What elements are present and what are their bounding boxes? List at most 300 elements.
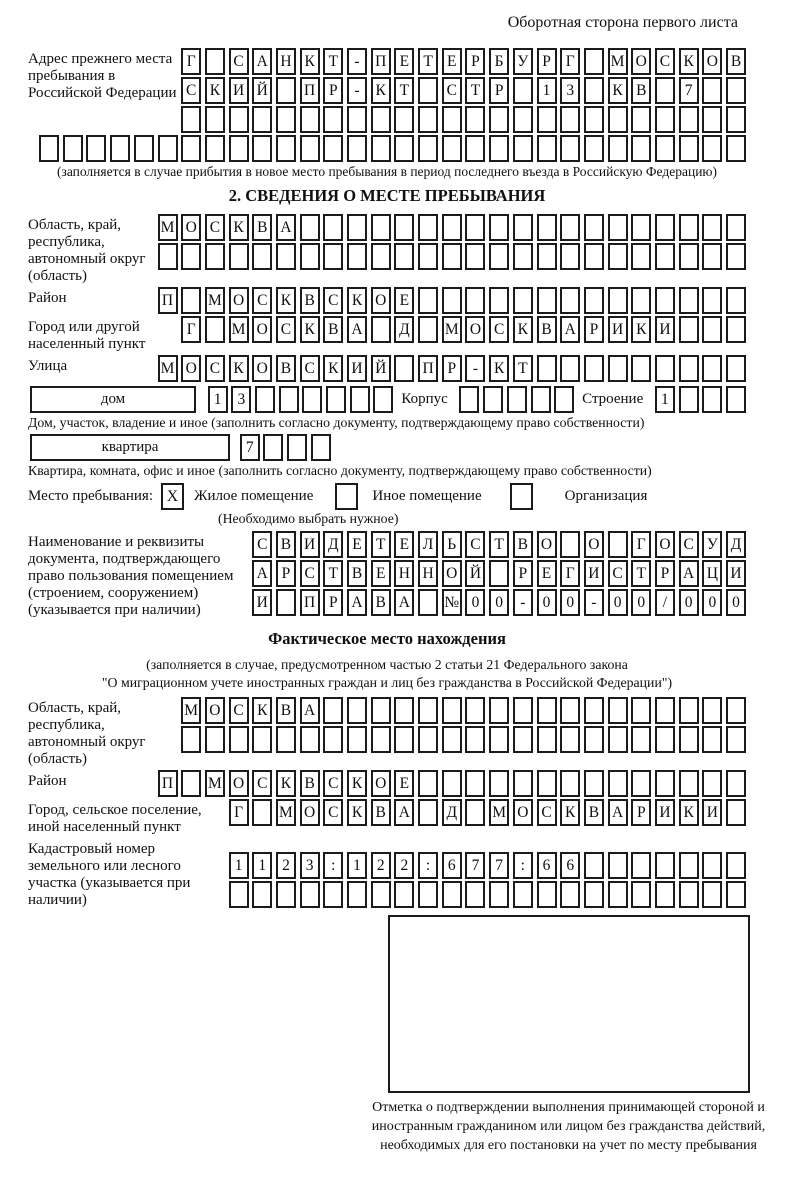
char-cell	[158, 135, 178, 162]
char-cell	[300, 726, 320, 753]
char-cell	[276, 881, 296, 908]
char-cell	[726, 770, 746, 797]
char-cell: Е	[371, 560, 391, 587]
stroenie-cells	[651, 386, 746, 413]
char-cell	[726, 726, 746, 753]
char-cell	[608, 726, 628, 753]
char-cell	[584, 106, 604, 133]
char-cell	[371, 106, 391, 133]
char-cell	[394, 106, 414, 133]
char-cell: Н	[276, 48, 296, 75]
char-cell	[631, 726, 651, 753]
char-cell	[323, 214, 343, 241]
char-cell: А	[347, 316, 367, 343]
char-cell	[418, 135, 438, 162]
stay-type-option-inoe-label: Иное помещение	[372, 488, 482, 504]
char-cell: С	[181, 77, 201, 104]
char-cell	[584, 852, 604, 879]
stamp-area	[331, 915, 800, 1155]
char-cell	[181, 106, 201, 133]
char-cell	[608, 770, 628, 797]
char-cell	[489, 726, 509, 753]
char-cell	[300, 214, 320, 241]
char-cell	[229, 106, 249, 133]
char-cell: А	[276, 214, 296, 241]
char-cell	[584, 243, 604, 270]
char-cell	[323, 243, 343, 270]
char-cell: К	[631, 316, 651, 343]
char-cell: О	[229, 770, 249, 797]
char-cell: А	[300, 697, 320, 724]
char-cell: Р	[276, 560, 296, 587]
cadastre-row-1	[225, 852, 746, 879]
char-cell	[679, 770, 699, 797]
char-cell: М	[158, 355, 178, 382]
char-cell: Г	[631, 531, 651, 558]
char-cell: -	[513, 589, 533, 616]
char-cell	[726, 243, 746, 270]
char-cell: В	[300, 770, 320, 797]
char-cell	[323, 135, 343, 162]
char-cell	[584, 214, 604, 241]
char-cell: П	[418, 355, 438, 382]
char-cell: А	[252, 560, 272, 587]
region3-row-1	[178, 697, 747, 724]
char-cell	[205, 726, 225, 753]
char-cell	[537, 243, 557, 270]
region3-label: Область, край, республика, автономный округ (область)	[28, 700, 146, 767]
char-cell	[276, 135, 296, 162]
char-cell	[726, 106, 746, 133]
char-cell	[418, 316, 438, 343]
char-cell	[679, 316, 699, 343]
char-cell: С	[465, 531, 485, 558]
char-cell	[513, 214, 533, 241]
char-cell	[442, 697, 462, 724]
char-cell: С	[252, 531, 272, 558]
char-cell	[679, 135, 699, 162]
char-cell	[537, 881, 557, 908]
char-cell: Г	[229, 799, 249, 826]
char-cell	[631, 881, 651, 908]
char-cell	[323, 726, 343, 753]
char-cell	[513, 106, 533, 133]
char-cell	[418, 881, 438, 908]
char-cell: Т	[394, 77, 414, 104]
char-cell: -	[465, 355, 485, 382]
char-cell: К	[347, 799, 367, 826]
char-cell	[702, 214, 722, 241]
char-cell: М	[158, 214, 178, 241]
char-cell: Р	[584, 316, 604, 343]
char-cell	[229, 243, 249, 270]
stay-type-option-zhiloe-label: Жилое помещение	[194, 488, 314, 504]
char-cell	[631, 770, 651, 797]
char-cell	[394, 243, 414, 270]
char-cell	[679, 386, 699, 413]
char-cell: Е	[394, 770, 414, 797]
char-cell: В	[726, 48, 746, 75]
char-cell	[134, 135, 154, 162]
char-cell	[442, 243, 462, 270]
char-cell: О	[300, 799, 320, 826]
char-cell: 0	[560, 589, 580, 616]
char-cell: П	[158, 287, 178, 314]
char-cell: 6	[560, 852, 580, 879]
char-cell	[323, 106, 343, 133]
char-cell	[513, 881, 533, 908]
char-cell	[347, 214, 367, 241]
char-cell	[418, 770, 438, 797]
char-cell	[608, 697, 628, 724]
char-cell	[726, 287, 746, 314]
region3-block	[28, 697, 746, 768]
char-cell: В	[276, 531, 296, 558]
char-cell	[181, 243, 201, 270]
region-block	[28, 214, 746, 285]
char-cell	[679, 355, 699, 382]
char-cell	[608, 243, 628, 270]
char-cell	[181, 135, 201, 162]
char-cell	[465, 881, 485, 908]
char-cell	[584, 135, 604, 162]
char-cell: №	[442, 589, 462, 616]
char-cell	[371, 214, 391, 241]
char-cell	[418, 697, 438, 724]
section3-subtitle-1: (заполняется в случае, предусмотренном частью 2 статьи 21 Федерального закона	[146, 657, 628, 672]
char-cell: К	[560, 799, 580, 826]
char-cell	[702, 316, 722, 343]
char-cell	[513, 697, 533, 724]
document-block	[28, 531, 746, 619]
stroenie-label: Строение	[582, 391, 644, 407]
stay-type-label: Место пребывания:	[28, 488, 153, 504]
char-cell	[560, 287, 580, 314]
char-cell	[584, 726, 604, 753]
char-cell: О	[465, 316, 485, 343]
char-cell	[702, 726, 722, 753]
char-cell	[702, 770, 722, 797]
char-cell: Й	[371, 355, 391, 382]
char-cell: К	[229, 214, 249, 241]
stay-type-option-org-label: Организация	[564, 488, 648, 504]
char-cell: 1	[655, 386, 675, 413]
char-cell	[442, 106, 462, 133]
char-cell	[371, 881, 391, 908]
char-cell: Й	[465, 560, 485, 587]
char-cell	[181, 770, 201, 797]
prev-address-label: Адрес прежнего места пребывания в Российской Федерации	[28, 51, 177, 101]
char-cell: 0	[631, 589, 651, 616]
korpus-label: Корпус	[401, 391, 448, 407]
char-cell	[347, 697, 367, 724]
char-cell	[442, 726, 462, 753]
char-cell	[608, 214, 628, 241]
char-cell: К	[300, 316, 320, 343]
char-cell: К	[276, 287, 296, 314]
char-cell: С	[205, 214, 225, 241]
stay-type-checkbox-inoe	[335, 483, 358, 510]
char-cell: В	[371, 589, 391, 616]
char-cell: 3	[300, 852, 320, 879]
char-cell: О	[252, 355, 272, 382]
char-cell: В	[276, 697, 296, 724]
char-cell	[489, 214, 509, 241]
char-cell: С	[679, 531, 699, 558]
char-cell	[418, 214, 438, 241]
char-cell: 6	[537, 852, 557, 879]
char-cell	[418, 77, 438, 104]
char-cell	[205, 243, 225, 270]
char-cell	[371, 243, 391, 270]
char-cell	[86, 135, 106, 162]
char-cell	[371, 316, 391, 343]
char-cell: -	[347, 48, 367, 75]
char-cell	[205, 316, 225, 343]
char-cell	[560, 770, 580, 797]
document-row-1	[249, 531, 746, 558]
char-cell: Р	[631, 799, 651, 826]
char-cell	[287, 434, 307, 461]
city-label: Город или другой населенный пункт	[28, 319, 146, 352]
char-cell: 1	[252, 852, 272, 879]
char-cell: С	[323, 287, 343, 314]
char-cell: В	[513, 531, 533, 558]
apartment-row	[28, 434, 746, 461]
char-cell: М	[276, 799, 296, 826]
section2-title: 2. СВЕДЕНИЯ О МЕСТЕ ПРЕБЫВАНИЯ	[228, 186, 546, 205]
char-cell: Т	[631, 560, 651, 587]
city3-label: Город, сельское поселение, иной населенный пункт	[28, 802, 202, 835]
char-cell	[584, 355, 604, 382]
char-cell: 3	[231, 386, 251, 413]
char-cell	[263, 434, 283, 461]
char-cell: О	[513, 799, 533, 826]
prev-address-row-1	[178, 48, 747, 75]
char-cell: О	[537, 531, 557, 558]
char-cell	[584, 697, 604, 724]
char-cell	[326, 386, 346, 413]
char-cell	[311, 434, 331, 461]
char-cell: К	[679, 48, 699, 75]
char-cell: Е	[347, 531, 367, 558]
char-cell: /	[655, 589, 675, 616]
char-cell: -	[347, 77, 367, 104]
char-cell: Е	[537, 560, 557, 587]
char-cell	[655, 852, 675, 879]
char-cell: Е	[394, 287, 414, 314]
char-cell: М	[229, 316, 249, 343]
char-cell: 1	[347, 852, 367, 879]
char-cell	[560, 726, 580, 753]
char-cell	[537, 106, 557, 133]
char-cell	[679, 243, 699, 270]
char-cell	[726, 799, 746, 826]
char-cell: В	[584, 799, 604, 826]
char-cell	[276, 726, 296, 753]
char-cell: М	[608, 48, 628, 75]
char-cell	[394, 214, 414, 241]
section3-subtitle-2: "О миграционном учете иностранных граждан и лиц без гражданства в Российской Федерации")	[101, 675, 673, 690]
char-cell: О	[655, 531, 675, 558]
prev-address-row-3	[178, 106, 747, 133]
char-cell: Т	[323, 560, 343, 587]
section3-title: Фактическое место нахождения	[268, 629, 506, 648]
char-cell	[347, 243, 367, 270]
char-cell: 0	[726, 589, 746, 616]
char-cell	[726, 316, 746, 343]
char-cell: С	[608, 560, 628, 587]
char-cell: 7	[679, 77, 699, 104]
char-cell	[489, 106, 509, 133]
char-cell: 7	[240, 434, 260, 461]
char-cell: К	[205, 77, 225, 104]
char-cell	[323, 881, 343, 908]
char-cell	[347, 135, 367, 162]
char-cell: Р	[513, 560, 533, 587]
char-cell	[679, 106, 699, 133]
char-cell: С	[229, 697, 249, 724]
city3-cells	[225, 799, 746, 826]
stamp-box	[388, 915, 750, 1093]
char-cell	[631, 106, 651, 133]
char-cell: Р	[655, 560, 675, 587]
char-cell	[679, 726, 699, 753]
char-cell: А	[608, 799, 628, 826]
char-cell: С	[442, 77, 462, 104]
char-cell	[513, 770, 533, 797]
region-row-1	[154, 214, 746, 241]
char-cell	[584, 770, 604, 797]
char-cell	[418, 287, 438, 314]
apartment-hint: Квартира, комната, офис и иное (заполнить согласно документу, подтверждающему право собственности)	[28, 463, 652, 478]
char-cell	[39, 135, 59, 162]
char-cell	[300, 881, 320, 908]
char-cell	[584, 881, 604, 908]
char-cell: К	[489, 355, 509, 382]
apartment-cells	[236, 434, 331, 461]
char-cell	[442, 135, 462, 162]
char-cell	[655, 881, 675, 908]
char-cell: :	[418, 852, 438, 879]
char-cell	[350, 386, 370, 413]
char-cell	[465, 726, 485, 753]
char-cell	[726, 355, 746, 382]
char-cell	[726, 214, 746, 241]
char-cell	[702, 355, 722, 382]
char-cell: И	[252, 589, 272, 616]
char-cell: П	[158, 770, 178, 797]
char-cell: С	[537, 799, 557, 826]
region-row-2	[154, 243, 746, 270]
char-cell: Г	[181, 48, 201, 75]
char-cell	[537, 214, 557, 241]
district3-label: Район	[28, 773, 67, 789]
char-cell: С	[300, 560, 320, 587]
char-cell	[276, 106, 296, 133]
char-cell	[373, 386, 393, 413]
char-cell	[489, 243, 509, 270]
char-cell	[537, 726, 557, 753]
char-cell	[726, 135, 746, 162]
char-cell: В	[323, 316, 343, 343]
char-cell: Т	[465, 77, 485, 104]
char-cell: 1	[229, 852, 249, 879]
char-cell	[276, 243, 296, 270]
char-cell: Н	[394, 560, 414, 587]
char-cell	[371, 697, 391, 724]
char-cell: Й	[252, 77, 272, 104]
char-cell	[702, 881, 722, 908]
char-cell	[394, 726, 414, 753]
char-cell	[394, 355, 414, 382]
char-cell	[205, 135, 225, 162]
char-cell: И	[702, 799, 722, 826]
char-cell	[110, 135, 130, 162]
house-row	[28, 386, 746, 413]
char-cell	[465, 287, 485, 314]
char-cell	[631, 355, 651, 382]
street-row	[28, 355, 746, 382]
char-cell	[181, 287, 201, 314]
prev-address-row-4	[28, 135, 746, 162]
char-cell: 2	[371, 852, 391, 879]
char-cell	[537, 770, 557, 797]
char-cell	[631, 852, 651, 879]
char-cell	[584, 287, 604, 314]
char-cell: О	[371, 287, 391, 314]
char-cell	[418, 799, 438, 826]
char-cell: Л	[418, 531, 438, 558]
char-cell	[465, 214, 485, 241]
char-cell: В	[371, 799, 391, 826]
char-cell	[465, 243, 485, 270]
char-cell	[465, 770, 485, 797]
char-cell	[394, 881, 414, 908]
char-cell: 1	[208, 386, 228, 413]
char-cell	[252, 243, 272, 270]
char-cell: Б	[489, 48, 509, 75]
char-cell: С	[655, 48, 675, 75]
char-cell: П	[300, 77, 320, 104]
char-cell	[229, 726, 249, 753]
char-cell	[279, 386, 299, 413]
char-cell: В	[252, 214, 272, 241]
city3-row	[28, 799, 746, 836]
char-cell: Г	[181, 316, 201, 343]
char-cell	[608, 355, 628, 382]
house-hint: Дом, участок, владение и иное (заполнить согласно документу, подтверждающему право собственности)	[28, 415, 645, 430]
char-cell	[229, 135, 249, 162]
char-cell: И	[726, 560, 746, 587]
char-cell: Н	[418, 560, 438, 587]
char-cell: О	[205, 697, 225, 724]
char-cell: В	[537, 316, 557, 343]
char-cell	[181, 726, 201, 753]
char-cell: Р	[442, 355, 462, 382]
char-cell: О	[229, 287, 249, 314]
char-cell	[229, 881, 249, 908]
char-cell	[442, 881, 462, 908]
stay-type-checkbox-zhiloe: X	[161, 483, 184, 510]
char-cell: Г	[560, 48, 580, 75]
char-cell: К	[300, 48, 320, 75]
char-cell	[608, 287, 628, 314]
char-cell	[489, 135, 509, 162]
char-cell: Т	[513, 355, 533, 382]
char-cell: Р	[323, 77, 343, 104]
char-cell	[459, 386, 479, 413]
